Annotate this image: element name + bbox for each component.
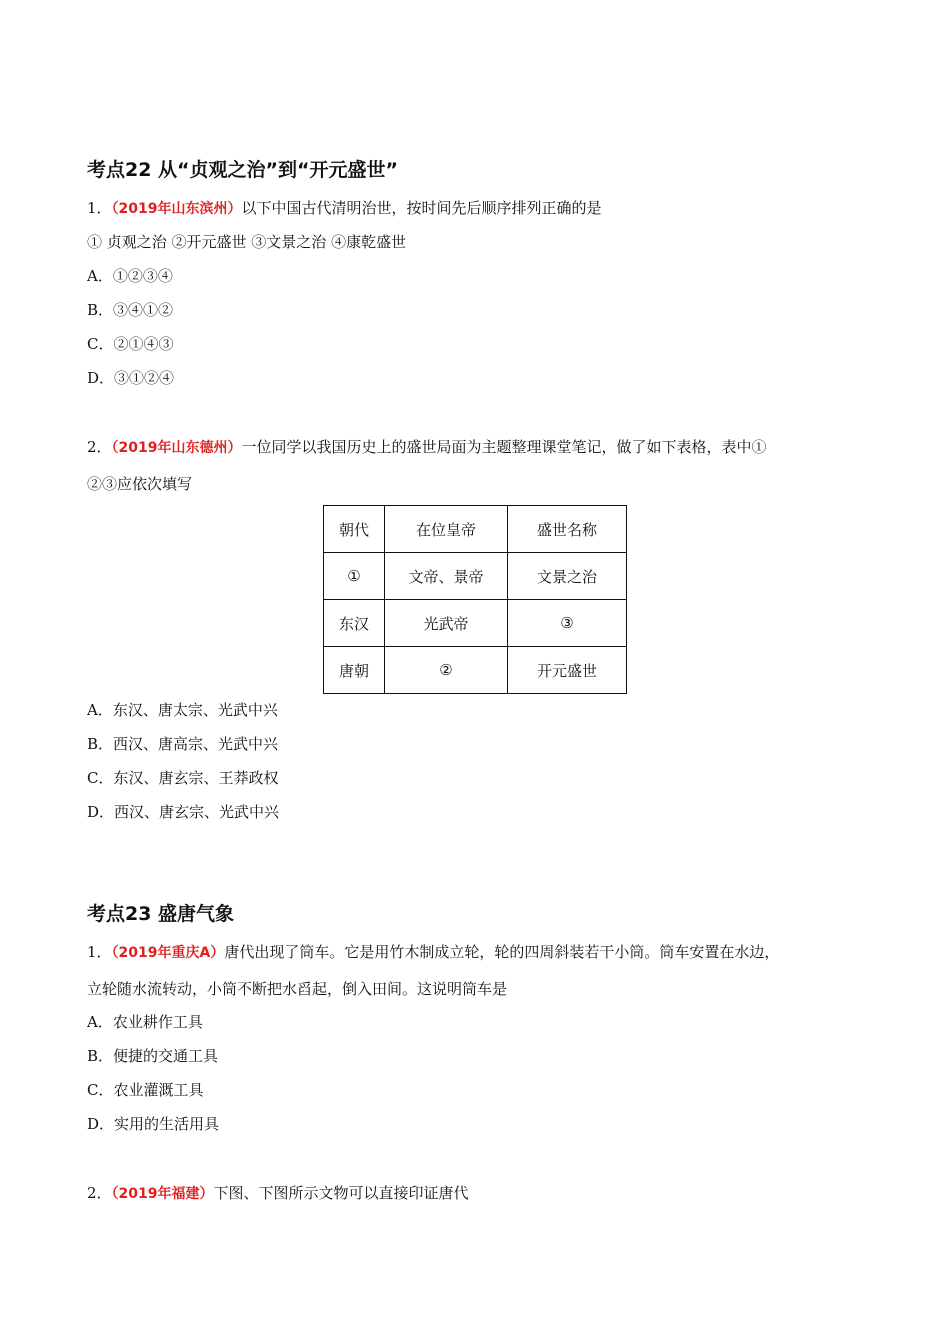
table-cell: ② xyxy=(385,647,508,694)
table-cell: ① xyxy=(324,553,385,600)
question-source: （2019年山东滨州） xyxy=(111,201,242,217)
table-header-cell: 盛世名称 xyxy=(508,506,627,553)
question-source: （2019年山东德州） xyxy=(111,440,242,456)
question-1-stem xyxy=(87,942,779,963)
question-text: 唐代出现了筒车。它是用竹木制成立轮，轮的四周斜装若干小筒。筒车安置在水边， xyxy=(224,943,780,961)
question-1-stem-cont: 立轮随水流转动，小筒不断把水舀起，倒入田间。这说明筒车是 xyxy=(87,980,508,998)
question-text: 以下中国古代清明治世，按时间先后顺序排列正确的是 xyxy=(241,199,602,217)
dynasty-table xyxy=(323,505,627,694)
option-d: D．实用的生活用具 xyxy=(87,1115,220,1133)
option-c: C．东汉、唐玄宗、王莽政权 xyxy=(87,769,279,787)
section-title-23: 考点23 盛唐气象 xyxy=(87,903,235,925)
option-a: A．①②③④ xyxy=(87,267,173,285)
question-text: 下图、下图所示文物可以直接印证唐代 xyxy=(213,1184,469,1202)
table-cell: 东汉 xyxy=(324,600,385,647)
table-cell: 唐朝 xyxy=(324,647,385,694)
question-number: 1． xyxy=(87,199,112,217)
option-c: C．农业灌溉工具 xyxy=(87,1081,204,1099)
table-cell: ③ xyxy=(508,600,627,647)
table-cell: 开元盛世 xyxy=(508,647,627,694)
option-d: D．西汉、唐玄宗、光武中兴 xyxy=(87,803,280,821)
question-source: （2019年重庆A） xyxy=(111,945,225,961)
section-title-22: 考点22 从“贞观之治”到“开元盛世” xyxy=(87,159,399,181)
table-row xyxy=(324,600,627,647)
option-b: B．③④①② xyxy=(87,301,174,319)
table-row xyxy=(324,553,627,600)
question-2-stem xyxy=(87,1183,469,1204)
table-cell: 光武帝 xyxy=(385,600,508,647)
table-header-cell: 朝代 xyxy=(324,506,385,553)
question-1-items: ① 贞观之治 ②开元盛世 ③文景之治 ④康乾盛世 xyxy=(87,233,407,251)
option-a: A．东汉、唐太宗、光武中兴 xyxy=(87,701,278,719)
question-number: 1． xyxy=(87,943,112,961)
option-a: A．农业耕作工具 xyxy=(87,1013,203,1031)
question-2-stem-cont: ②③应依次填写 xyxy=(87,475,193,493)
question-source: （2019年福建） xyxy=(111,1186,214,1202)
option-d: D．③①②④ xyxy=(87,369,175,387)
option-b: B．便捷的交通工具 xyxy=(87,1047,219,1065)
table-header-row xyxy=(324,506,627,553)
question-number: 2． xyxy=(87,438,112,456)
table-row xyxy=(324,647,627,694)
question-1-stem xyxy=(87,198,602,219)
question-text: 一位同学以我国历史上的盛世局面为主题整理课堂笔记，做了如下表格，表中① xyxy=(241,438,767,456)
table-header-cell: 在位皇帝 xyxy=(385,506,508,553)
table-cell: 文景之治 xyxy=(508,553,627,600)
question-number: 2． xyxy=(87,1184,112,1202)
question-2-stem xyxy=(87,437,767,458)
option-c: C．②①④③ xyxy=(87,335,174,353)
table-cell: 文帝、景帝 xyxy=(385,553,508,600)
option-b: B．西汉、唐高宗、光武中兴 xyxy=(87,735,279,753)
